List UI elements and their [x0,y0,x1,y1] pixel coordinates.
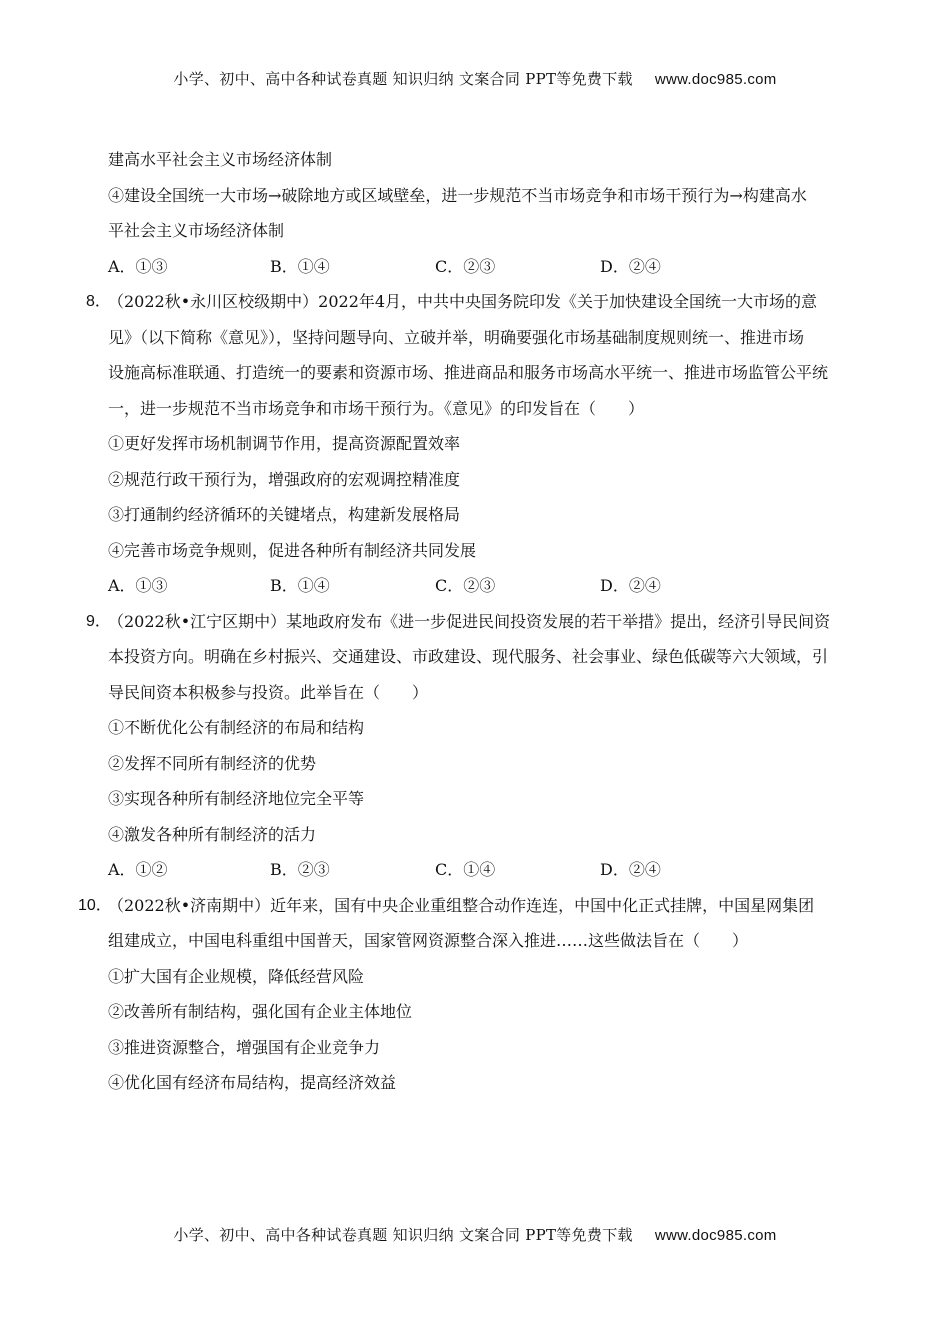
question-8-item-4: ④完善市场竞争规则，促进各种所有制经济共同发展 [108,540,477,560]
question-text: （2022秋•江宁区期中）某地政府发布《进一步促进民间投资发展的若干举措》提出，经济引导民间资 [108,611,831,631]
option-d[interactable]: D．②④ [600,860,661,879]
question-8-stem-line [86,284,866,320]
prev-item-4-cont: 平社会主义市场经济体制 [108,221,285,240]
question-number: 10． [78,896,112,914]
footer-url[interactable]: www.doc985.com [654,1227,777,1244]
question-10-item-4: ④优化国有经济布局结构，提高经济效益 [108,1073,397,1092]
question-9-stem-line: 本投资方向。明确在乡村振兴、交通建设、市政建设、现代服务、社会事业、绿色低碳等六大领域，引 [108,647,829,666]
question-8-stem-line: 一，进一步规范不当市场竞争和市场干预行为。《意见》的印发旨在（ ） [108,398,645,418]
question-9-item-4: ④激发各种所有制经济的活力 [108,824,317,844]
question-8-options [108,568,866,604]
footer-text: 小学、初中、高中各种试卷真题 知识归纳 文案合同 PPT等免费下载 [173,1226,633,1244]
question-10-stem-line: 组建成立，中国电科重组中国普天，国家管网资源整合深入推进……这些做法旨在（ ） [108,931,749,950]
option-b[interactable]: B．①④ [270,256,330,276]
option-d[interactable]: D．②④ [600,256,661,276]
question-8-stem-line: 设施高标准联通、打造统一的要素和资源市场、推进商品和服务市场高水平统一、推进市场监管公平统 [108,363,829,382]
question-9-options [108,852,866,888]
question-8-stem-line: 见》（以下简称《意见》），坚持问题导向、立破并举，明确要强化市场基础制度规则统一、推进市场 [108,327,805,347]
question-9-item-1: ①不断优化公有制经济的布局和结构 [108,718,365,737]
document-body [78,142,866,1101]
question-9-item-3: ③实现各种所有制经济地位完全平等 [108,789,365,808]
question-8-item-2: ②规范行政干预行为，增强政府的宏观调控精准度 [108,469,461,489]
question-9-stem-line: 导民间资本积极参与投资。此举旨在（ ） [108,682,429,702]
header-text: 小学、初中、高中各种试卷真题 知识归纳 文案合同 PPT等免费下载 [173,70,633,88]
page-footer [0,1224,950,1245]
question-9-stem-line [86,604,866,640]
prev-line: 建高水平社会主义市场经济体制 [108,150,333,169]
question-text: （2022秋•济南期中）近年来，国有中央企业重组整合动作连连，中国中化正式挂牌，中国星网集团 [108,895,815,915]
header-url[interactable]: www.doc985.com [654,71,777,88]
question-10-stem-line [78,888,866,924]
prev-item-4: ④建设全国统一大市场→破除地方或区域壁垒，进一步规范不当市场竞争和市场干预行为→构建高水 [108,185,807,205]
option-c[interactable]: C．①④ [435,860,496,879]
option-c[interactable]: C．②③ [435,576,496,595]
question-8-item-1: ①更好发挥市场机制调节作用，提高资源配置效率 [108,434,461,453]
question-text: （2022秋•永川区校级期中）2022年4月，中共中央国务院印发《关于加快建设全国统一大市场的意 [108,292,818,311]
question-10-item-2: ②改善所有制结构，强化国有企业主体地位 [108,1002,413,1021]
option-a[interactable]: A．①② [108,860,168,879]
page-header [0,68,950,89]
question-8-item-3: ③打通制约经济循环的关键堵点，构建新发展格局 [108,505,461,524]
option-b[interactable]: B．①④ [270,576,330,595]
question-number: 9． [86,612,111,630]
question-10-item-1: ①扩大国有企业规模，降低经营风险 [108,966,365,986]
option-a[interactable]: A．①③ [108,256,168,276]
option-b[interactable]: B．②③ [270,860,330,879]
option-d[interactable]: D．②④ [600,576,661,595]
option-a[interactable]: A．①③ [108,576,168,595]
option-c[interactable]: C．②③ [435,256,496,276]
question-number: 8． [86,293,111,310]
prev-options [108,249,866,285]
question-9-item-2: ②发挥不同所有制经济的优势 [108,753,317,773]
question-10-item-3: ③推进资源整合，增强国有企业竞争力 [108,1037,381,1057]
